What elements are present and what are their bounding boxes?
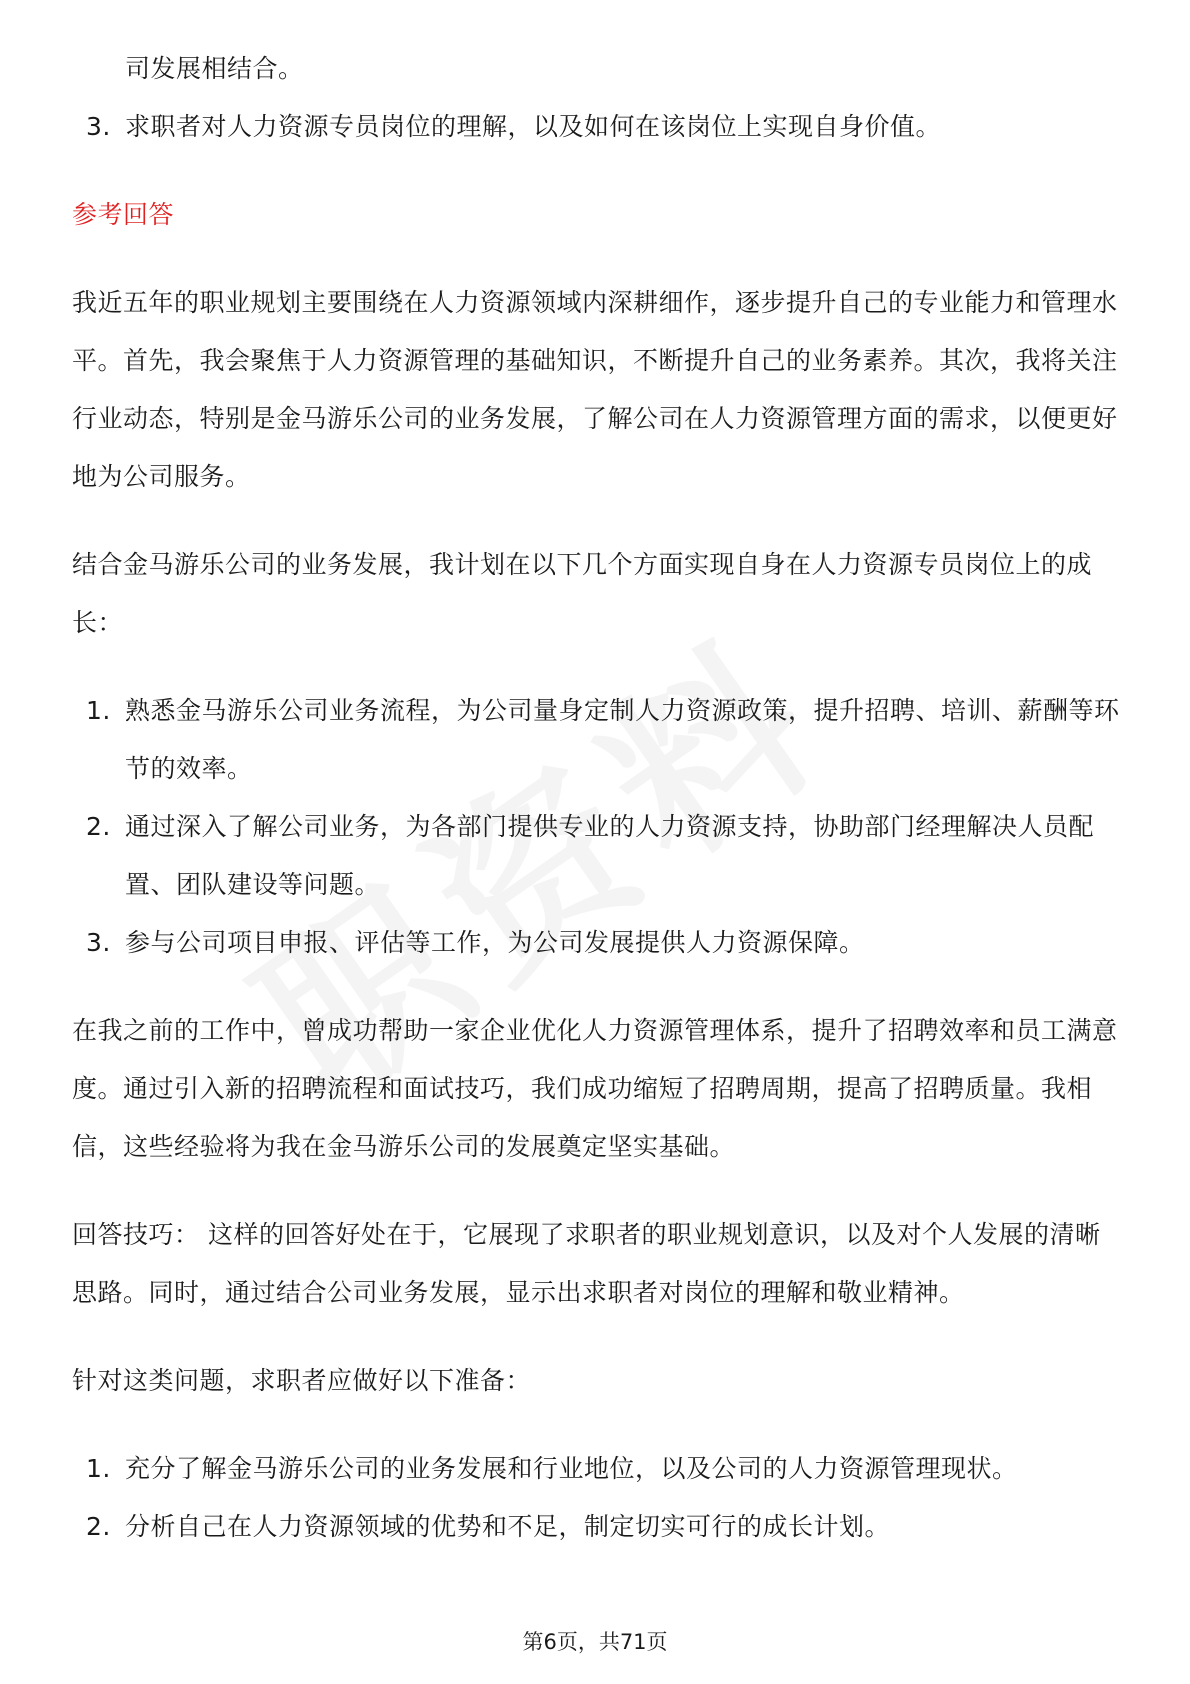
list-item [72,914,1122,972]
list-item [72,798,1122,914]
top-list [72,98,1122,156]
list-item-text: 通过深入了解公司业务，为各部门提供专业的人力资源支持，协助部门经理解决人员配置、团队建设等问题。 [125,812,1095,899]
list-item [72,98,1122,156]
list-number: 1. [86,696,111,725]
list-item [72,682,1122,798]
list-item-text: 分析自己在人力资源领域的优势和不足，制定切实可行的成长计划。 [125,1512,891,1541]
paragraph: 结合金马游乐公司的业务发展，我计划在以下几个方面实现自身在人力资源专员岗位上的成长： [72,550,1093,637]
list-item-text: 参与公司项目申报、评估等工作，为公司发展提供人力资源保障。 [125,928,865,957]
list-number: 3. [86,928,111,957]
list-item [72,1440,1122,1498]
growth-list [72,682,1122,972]
list-number: 2. [86,812,111,841]
paragraph: 我近五年的职业规划主要围绕在人力资源领域内深耕细作，逐步提升自己的专业能力和管理水平。首先，我会聚焦于人力资源管理的基础知识，不断提升自己的业务素养。其次，我将关注行业动态，特别是金马游乐公司的业务发展，了解公司在人力资源管理方面的需求，以便更好地为公司服务。 [72,288,1118,491]
list-item-text: 熟悉金马游乐公司业务流程，为公司量身定制人力资源政策，提升招聘、培训、薪酬等环节的效率。 [125,696,1120,783]
page-footer: 第6页，共71页 [522,1630,668,1654]
page-content [72,40,1122,1586]
list-item-text: 求职者对人力资源专员岗位的理解，以及如何在该岗位上实现自身价值。 [125,112,942,141]
list-item-text: 充分了解金马游乐公司的业务发展和行业地位，以及公司的人力资源管理现状。 [125,1454,1018,1483]
list-number: 3. [86,112,111,141]
list-number: 1. [86,1454,111,1483]
list-item [72,1498,1122,1556]
paragraph: 针对这类问题，求职者应做好以下准备： [72,1366,532,1395]
prep-list [72,1440,1122,1556]
paragraph: 回答技巧： 这样的回答好处在于，它展现了求职者的职业规划意识，以及对个人发展的清晰思路。同时，通过结合公司业务发展，显示出求职者对岗位的理解和敬业精神。 [72,1220,1101,1307]
paragraph: 在我之前的工作中，曾成功帮助一家企业优化人力资源管理体系，提升了招聘效率和员工满意度。通过引入新的招聘流程和面试技巧，我们成功缩短了招聘周期，提高了招聘质量。我相信，这些经验将为我在金马游乐公司的发展奠定坚实基础。 [72,1016,1118,1161]
list-number: 2. [86,1512,111,1541]
section-heading: 参考回答 [72,200,175,229]
list-item-continuation: 司发展相结合。 [125,54,304,83]
